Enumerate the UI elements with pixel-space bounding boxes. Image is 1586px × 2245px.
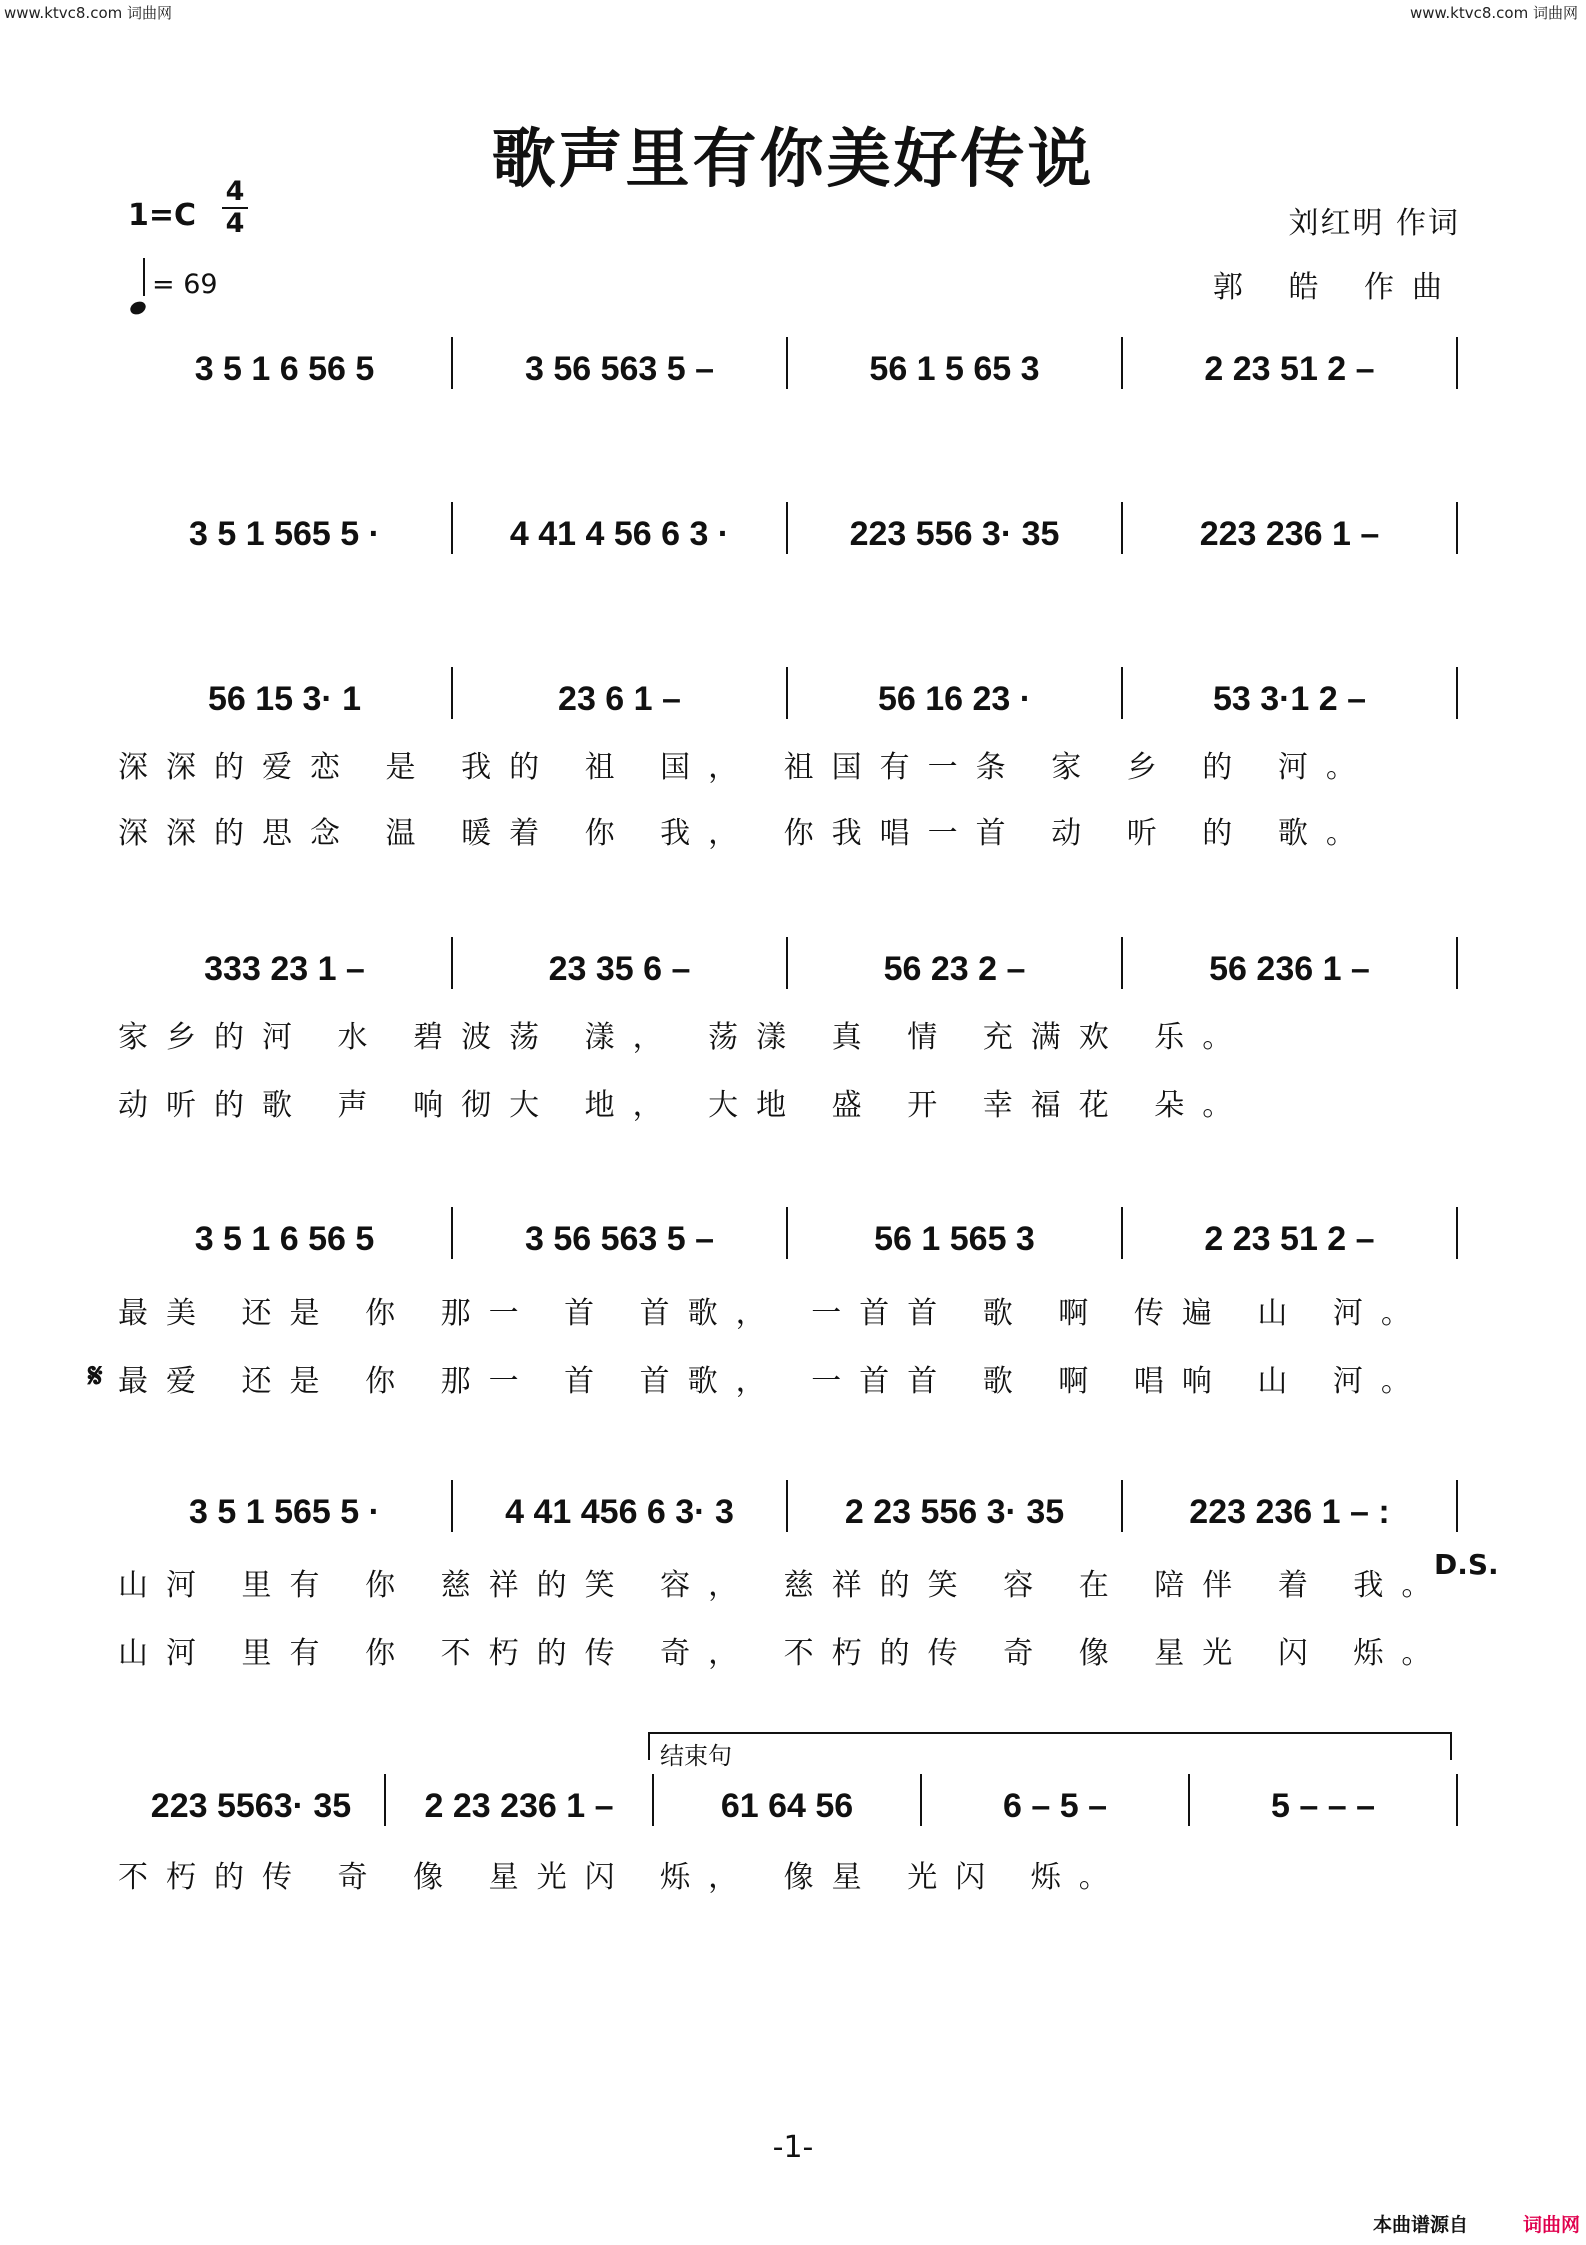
time-signature-bottom: 4 — [225, 208, 245, 239]
measure: 56 236 1 – — [1209, 950, 1370, 988]
time-signature-top: 4 — [225, 176, 245, 207]
measure: 56 1 5 65 3 — [869, 350, 1040, 388]
barline — [1456, 337, 1458, 389]
staff-row-2 — [118, 500, 1458, 554]
measure: 23 35 6 – — [548, 950, 691, 988]
barline — [1456, 502, 1458, 554]
measure: 4 41 4 56 6 3 · — [509, 515, 730, 553]
measure: 2 23 51 2 – — [1204, 350, 1375, 388]
measure: 23 6 1 – — [558, 680, 681, 718]
measure: 3 5 1 6 56 5 — [194, 1220, 375, 1258]
measure: 3 56 563 5 – — [524, 350, 715, 388]
measure: 3 5 1 565 5 · — [189, 515, 380, 553]
barline — [1456, 1207, 1458, 1259]
measure: 333 23 1 – — [204, 950, 365, 988]
staff-row-7 — [118, 1772, 1458, 1826]
lyric-line: 家乡的河 水 碧波荡 漾， 荡漾 真 情 充满欢 乐。 — [118, 1020, 1251, 1055]
staff-row-3 — [118, 665, 1458, 719]
staff-row-4 — [118, 935, 1458, 989]
ending-bracket — [648, 1732, 1452, 1760]
lyric-line: 山河 里有 你 不朽的传 奇， 不朽的传 奇 像 星光 闪 烁。 — [118, 1636, 1450, 1671]
measure: 53 3·1 2 – — [1212, 680, 1367, 718]
measure: 6 – 5 – — [1003, 1787, 1107, 1825]
lyric-line: 最美 还是 你 那一 首 首歌， 一首首 歌 啊 传遍 山 河。 — [118, 1296, 1429, 1331]
page-number: -1- — [772, 2130, 814, 2165]
lyric-line: 山河 里有 你 慈祥的笑 容， 慈祥的笑 容 在 陪伴 着 我。 — [118, 1568, 1450, 1603]
measure: 5 – – – — [1271, 1787, 1375, 1825]
dal-segno-mark: D.S. — [1434, 1548, 1499, 1581]
tempo-value: = 69 — [152, 269, 218, 300]
measure: 3 5 1 6 56 5 — [194, 350, 375, 388]
lyricist-credit: 刘红明 作词 — [1288, 206, 1460, 241]
footer-brand: 词曲网 — [1522, 2214, 1580, 2236]
barline — [1456, 667, 1458, 719]
ending-label: 结束句 — [660, 1742, 732, 1770]
staff-row-6 — [118, 1478, 1458, 1532]
song-title: 歌声里有你美好传说 — [491, 123, 1095, 197]
key-signature: 1=C — [128, 198, 197, 233]
staff-row-5 — [118, 1205, 1458, 1259]
segno-icon: 𝄋 — [88, 1356, 103, 1396]
measure: 223 236 1 – : — [1189, 1493, 1390, 1531]
measure: 2 23 236 1 – — [424, 1787, 614, 1825]
lyric-line: 不朽的传 奇 像 星光闪 烁， 像星 光闪 烁。 — [118, 1860, 1127, 1895]
measure: 56 23 2 – — [883, 950, 1026, 988]
measure: 223 5563· 35 — [150, 1787, 352, 1825]
measure: 2 23 51 2 – — [1204, 1220, 1375, 1258]
site-url-left: www.ktvc8.com 词曲网 — [4, 4, 173, 22]
measure: 56 1 565 3 — [874, 1220, 1035, 1258]
measure: 3 5 1 565 5 · — [189, 1493, 380, 1531]
measure: 56 15 3· 1 — [207, 680, 362, 718]
staff-row-1 — [118, 335, 1458, 389]
lyric-line: 动听的歌 声 响彻大 地， 大地 盛 开 幸福花 朵。 — [118, 1088, 1251, 1123]
measure: 56 16 23 · — [877, 680, 1032, 718]
barline — [1456, 937, 1458, 989]
measure: 61 64 56 — [720, 1787, 854, 1825]
measure: 2 23 556 3· 35 — [844, 1493, 1065, 1531]
final-barline — [1456, 1774, 1458, 1826]
repeat-barline — [1456, 1480, 1458, 1532]
tempo-marking — [130, 262, 218, 307]
quarter-note-icon — [130, 262, 146, 307]
lyric-line: 最爱 还是 你 那一 首 首歌， 一首首 歌 啊 唱响 山 河。 — [118, 1364, 1429, 1399]
measure: 223 236 1 – — [1199, 515, 1380, 553]
composer-credit: 郭 皓 作曲 — [1212, 270, 1460, 305]
lyric-line: 深深的思念 温 暖着 你 我， 你我唱一首 动 听 的 歌。 — [118, 816, 1374, 851]
measure: 223 556 3· 35 — [849, 515, 1060, 553]
time-signature — [222, 178, 248, 238]
footer-source: 本曲谱源自 — [1372, 2214, 1468, 2236]
measure: 4 41 456 6 3· 3 — [505, 1493, 734, 1531]
site-url-right: www.ktvc8.com 词曲网 — [1409, 4, 1578, 22]
measure: 3 56 563 5 – — [524, 1220, 715, 1258]
lyric-line: 深深的爱恋 是 我的 祖 国， 祖国有一条 家 乡 的 河。 — [118, 750, 1374, 785]
